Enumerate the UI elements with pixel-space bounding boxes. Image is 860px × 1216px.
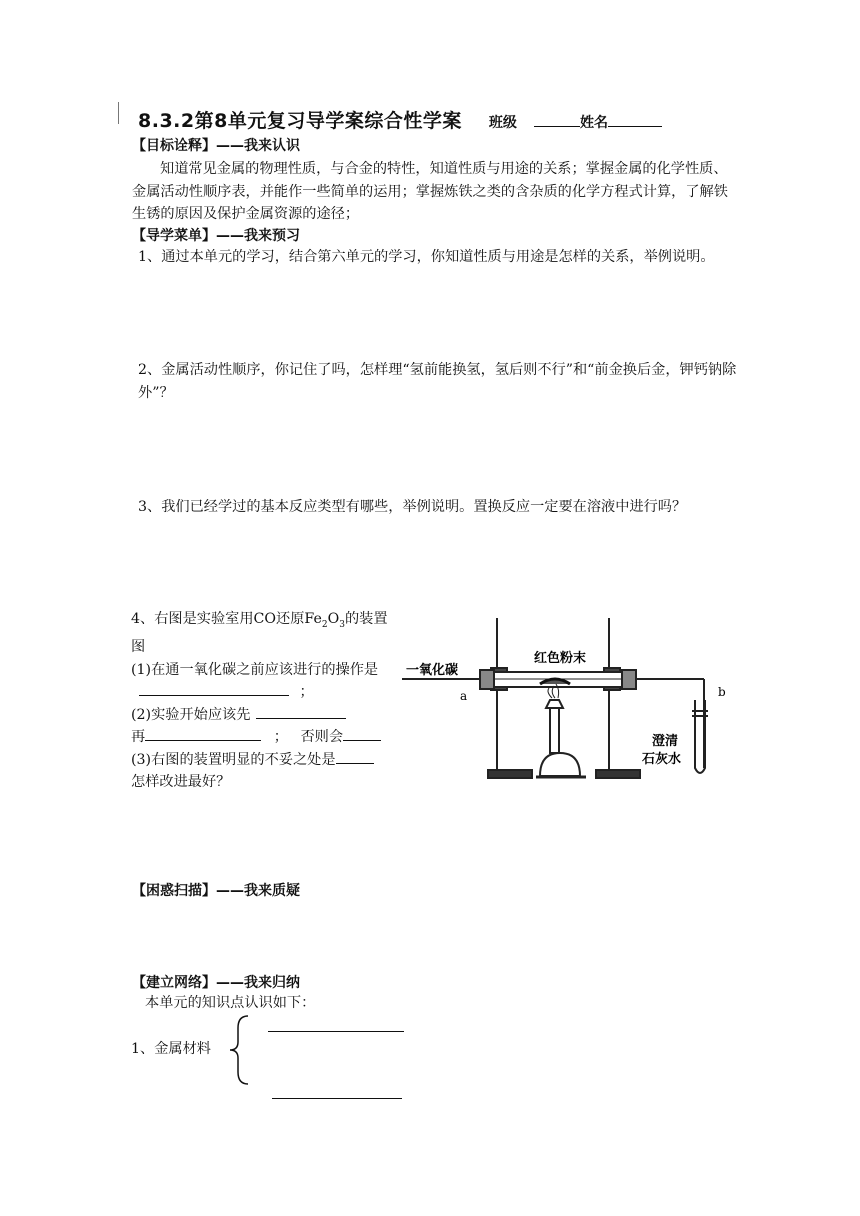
network-item-1: 1、金属材料 — [131, 1041, 211, 1057]
q4-part2-blank-else[interactable] — [343, 726, 381, 741]
question-4 — [131, 608, 393, 794]
q4-part3-tail: 怎样改进最好？ — [131, 774, 231, 791]
goals-heading: 【目标诠释】——我来认识 — [132, 138, 300, 154]
label-a: a — [460, 689, 468, 703]
margin-marker — [118, 102, 119, 124]
q4-part2-sep: ； — [273, 729, 288, 746]
page-header — [138, 106, 738, 132]
powder-label: 红色粉末 — [534, 651, 587, 666]
class-label: 班级 — [488, 115, 517, 131]
apparatus-figure — [400, 608, 730, 786]
limewater-label-1: 澄清 — [652, 734, 679, 749]
q4-sub-2: 2 — [321, 619, 328, 630]
q4-part1-blank[interactable] — [139, 681, 289, 696]
q4-part2-blank-then[interactable] — [145, 726, 261, 741]
network-heading: 【建立网络】——我来归纳 — [132, 975, 300, 991]
network-blank-1[interactable] — [268, 1031, 404, 1032]
name-blank[interactable] — [608, 112, 662, 127]
q4-part2-else: 否则会 — [300, 729, 344, 746]
q4-part2-then: 再 — [131, 729, 146, 746]
guide-heading: 【导学菜单】——我来预习 — [132, 228, 300, 244]
q4-part2-start: (2)实验开始应该先 — [131, 706, 251, 723]
name-label: 姓名 — [580, 115, 609, 131]
confusion-heading: 【困惑扫描】——我来质疑 — [132, 883, 300, 899]
limewater-label-2: 石灰水 — [642, 752, 682, 767]
page-title: 8.3.2第8单元复习导学案综合性学案 — [138, 110, 462, 132]
q4-formula-fe: Fe — [304, 611, 322, 627]
q4-part1: (1)在通一氧化碳之前应该进行的操作是 — [131, 661, 379, 678]
q4-part3-blank[interactable] — [336, 749, 374, 764]
network-blank-2[interactable] — [272, 1098, 402, 1099]
question-3: 3、我们已经学过的基本反应类型有哪些，举例说明。置换反应一定要在溶液中进行吗？ — [138, 499, 687, 515]
q4-part2-blank-first[interactable] — [256, 704, 346, 719]
network-intro: 本单元的知识点认识如下： — [145, 995, 316, 1011]
q4-part1-end: ； — [299, 684, 314, 701]
q4-sub-3: 3 — [339, 619, 345, 630]
co-label: 一氧化碳 — [406, 663, 459, 678]
q4-part3: (3)右图的装置明显的不妥之处是 — [131, 751, 336, 768]
q4-intro-prefix: 4、右图是实验室用CO还原 — [131, 611, 305, 627]
label-b: b — [718, 685, 726, 699]
question-2: 2、金属活动性顺序，你记住了吗，怎样理“氢前能换氢，氢后则不行”和“前金换后金，钾钙钠除外”？ — [138, 362, 737, 401]
class-blank[interactable] — [534, 112, 580, 127]
q4-formula-o: O — [327, 611, 340, 627]
brace — [226, 1014, 256, 1086]
goals-text: 知道常见金属的物理性质，与合金的特性，知道性质与用途的关系；掌握金属的化学性质、金属活动性顺序表，并能作一些简单的运用；掌握炼铁之类的含杂质的化学方程式计算，了解铁生锈的原因及保护金属资源的途径； — [132, 161, 728, 222]
q4-intro-suffix: 的装置图 — [131, 611, 388, 656]
question-1: 1、通过本单元的学习，结合第六单元的学习，你知道性质与用途是怎样的关系，举例说明。 — [138, 249, 715, 265]
